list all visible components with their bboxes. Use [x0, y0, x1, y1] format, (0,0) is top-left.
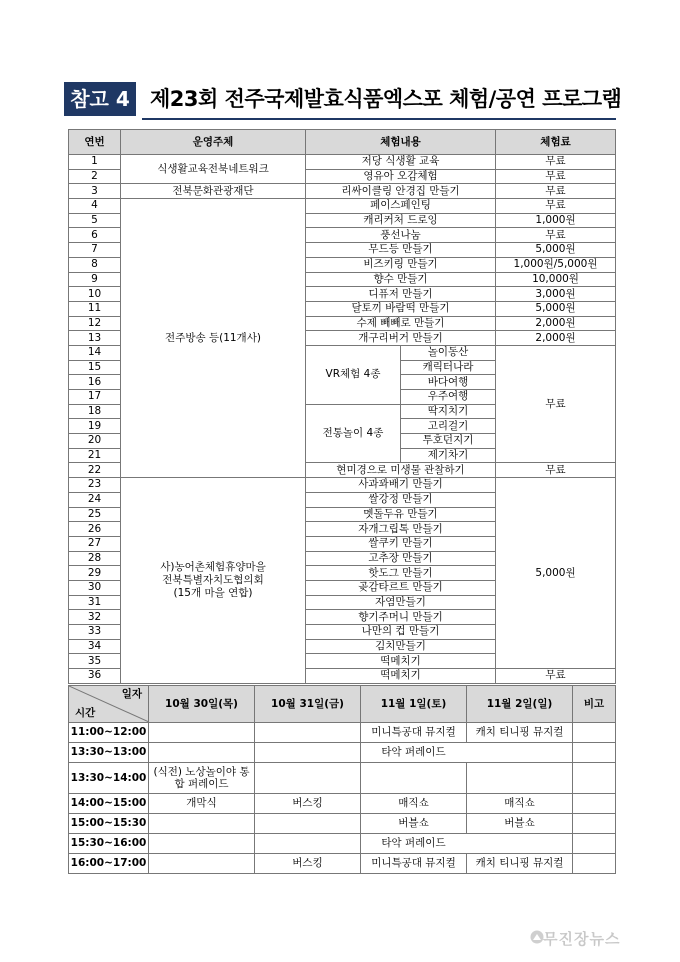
row-number: 25 [69, 507, 121, 522]
schedule-cell: 버스킹 [255, 854, 361, 874]
fee-cell: 무료 [496, 199, 616, 214]
time-cell: 16:00~17:00 [69, 854, 149, 874]
schedule-cell [255, 743, 361, 763]
schedule-row [69, 854, 616, 874]
row-number: 2 [69, 169, 121, 184]
program-table [68, 129, 616, 684]
row-number: 8 [69, 257, 121, 272]
row-number: 36 [69, 669, 121, 684]
content-cell: 투호던지기 [401, 434, 496, 449]
schedule-cell [255, 723, 361, 743]
fee-cell: 5,000원 [496, 478, 616, 669]
row-number: 19 [69, 419, 121, 434]
row-number: 16 [69, 375, 121, 390]
content-cell: 나만의 컵 만들기 [306, 625, 496, 640]
col-header-fee: 체험료 [496, 130, 616, 155]
content-cell: 저당 식생활 교육 [306, 155, 496, 170]
row-number: 26 [69, 522, 121, 537]
fee-cell: 1,000원/5,000원 [496, 257, 616, 272]
table-row [69, 478, 616, 493]
organizer-line: 전북특별자치도협의회 [162, 573, 264, 586]
schedule-cell [361, 834, 573, 854]
schedule-cell: 개막식 [149, 794, 255, 814]
schedule-cell: 매직쇼 [361, 794, 467, 814]
content-cell: 사과꽈배기 만들기 [306, 478, 496, 493]
content-cell: 쌀쿠키 만들기 [306, 536, 496, 551]
remarks-cell [573, 743, 616, 763]
content-cell: 영유아 오감체험 [306, 169, 496, 184]
fee-cell: 무료 [496, 345, 616, 463]
content-group-cell: VR체험 4종 [306, 345, 401, 404]
schedule-cell: 캐치 티니핑 뮤지컬 [467, 723, 573, 743]
content-cell: 멧돌두유 만들기 [306, 507, 496, 522]
table-row [69, 199, 616, 214]
col-header-number: 연번 [69, 130, 121, 155]
row-number: 11 [69, 301, 121, 316]
row-number: 27 [69, 536, 121, 551]
row-number: 4 [69, 199, 121, 214]
content-cell: 자염만들기 [306, 595, 496, 610]
table-row [69, 155, 616, 170]
content-cell: 캐릭터나라 [401, 360, 496, 375]
schedule-text: 타악 퍼레이드 [381, 746, 446, 758]
content-cell: 김치만들기 [306, 639, 496, 654]
row-number: 30 [69, 580, 121, 595]
schedule-cell: 캐치 티니핑 뮤지컬 [467, 854, 573, 874]
col-header-content: 체험내용 [306, 130, 496, 155]
section-header [64, 78, 622, 120]
time-cell: 14:00~15:00 [69, 794, 149, 814]
row-number: 6 [69, 228, 121, 243]
row-number: 22 [69, 463, 121, 478]
fee-cell: 무료 [496, 463, 616, 478]
fee-cell: 무료 [496, 169, 616, 184]
row-number: 1 [69, 155, 121, 170]
organizer-line: (15개 마을 연합) [173, 586, 253, 599]
schedule-cell [255, 814, 361, 834]
row-number: 32 [69, 610, 121, 625]
content-cell: 무드등 만들기 [306, 243, 496, 258]
fee-cell: 2,000원 [496, 331, 616, 346]
row-number: 33 [69, 625, 121, 640]
content-cell: 고추장 만들기 [306, 551, 496, 566]
watermark-icon [530, 930, 544, 944]
title-underline [142, 118, 616, 120]
content-cell: 풍선나눔 [306, 228, 496, 243]
content-cell: 향수 만들기 [306, 272, 496, 287]
schedule-row [69, 743, 616, 763]
fee-cell: 5,000원 [496, 243, 616, 258]
schedule-cell: 미니특공대 뮤지컬 [361, 723, 467, 743]
reference-tag: 참고 4 [64, 82, 136, 116]
content-cell: 쌀강정 만들기 [306, 492, 496, 507]
schedule-cell [361, 763, 467, 794]
row-number: 18 [69, 404, 121, 419]
row-number: 17 [69, 390, 121, 405]
schedule-row [69, 834, 616, 854]
row-number: 3 [69, 184, 121, 199]
row-number: 31 [69, 595, 121, 610]
schedule-row [69, 814, 616, 834]
remarks-cell [573, 794, 616, 814]
row-number: 9 [69, 272, 121, 287]
row-number: 12 [69, 316, 121, 331]
row-number: 21 [69, 448, 121, 463]
schedule-cell: 매직쇼 [467, 794, 573, 814]
fee-cell: 1,000원 [496, 213, 616, 228]
remarks-header: 비고 [573, 686, 616, 723]
content-cell: 핫도그 만들기 [306, 566, 496, 581]
row-number: 7 [69, 243, 121, 258]
row-number: 5 [69, 213, 121, 228]
organizer-cell: 전북문화관광재단 [121, 184, 306, 199]
col-header-organizer: 운영주체 [121, 130, 306, 155]
schedule-cell [149, 743, 255, 763]
day-header: 10월 30일(목) [149, 686, 255, 723]
remarks-cell [573, 814, 616, 834]
schedule-row [69, 763, 616, 794]
row-number: 23 [69, 478, 121, 493]
fee-cell: 무료 [496, 184, 616, 199]
schedule-cell [149, 834, 255, 854]
content-cell: 수제 빼빼로 만들기 [306, 316, 496, 331]
row-number: 10 [69, 287, 121, 302]
day-header: 10월 31일(금) [255, 686, 361, 723]
schedule-text: 타악 퍼레이드 [381, 837, 446, 849]
row-number: 15 [69, 360, 121, 375]
organizer-line: 사)농어촌체험휴양마을 [160, 560, 266, 573]
schedule-cell [255, 763, 361, 794]
content-cell: 놀이동산 [401, 345, 496, 360]
content-cell: 자개그립톡 만들기 [306, 522, 496, 537]
time-cell: 11:00~12:00 [69, 723, 149, 743]
organizer-cell [121, 478, 306, 684]
content-cell: 고리걸기 [401, 419, 496, 434]
corner-time-label: 시간 [75, 707, 96, 719]
time-cell: 15:00~15:30 [69, 814, 149, 834]
schedule-cell [149, 814, 255, 834]
content-cell: 캐리커처 드로잉 [306, 213, 496, 228]
content-cell: 떡메치기 [306, 669, 496, 684]
time-cell: 15:30~16:00 [69, 834, 149, 854]
fee-cell: 무료 [496, 155, 616, 170]
schedule-cell [149, 723, 255, 743]
fee-cell: 무료 [496, 669, 616, 684]
content-cell: 제기차기 [401, 448, 496, 463]
schedule-cell [255, 834, 361, 854]
schedule-row [69, 794, 616, 814]
content-cell: 향기주머니 만들기 [306, 610, 496, 625]
content-cell: 리싸이클링 안경집 만들기 [306, 184, 496, 199]
remarks-cell [573, 723, 616, 743]
schedule-cell [149, 854, 255, 874]
schedule-cell: (식전) 노상놀이야 통합 퍼레이드 [149, 763, 255, 794]
schedule-cell [467, 763, 573, 794]
fee-cell: 무료 [496, 228, 616, 243]
content-group-cell: 전통놀이 4종 [306, 404, 401, 463]
row-number: 34 [69, 639, 121, 654]
fee-cell: 2,000원 [496, 316, 616, 331]
row-number: 29 [69, 566, 121, 581]
time-cell: 13:30~13:00 [69, 743, 149, 763]
schedule-cell: 미니특공대 뮤지컬 [361, 854, 467, 874]
content-cell: 우주여행 [401, 390, 496, 405]
content-cell: 개구리버거 만들기 [306, 331, 496, 346]
row-number: 14 [69, 345, 121, 360]
content-cell: 비즈키링 만들기 [306, 257, 496, 272]
organizer-cell: 전주방송 등(11개사) [121, 199, 306, 478]
remarks-cell [573, 854, 616, 874]
watermark: 무진장뉴스 [543, 930, 621, 948]
content-cell: 떡메치기 [306, 654, 496, 669]
schedule-cell: 버블쇼 [467, 814, 573, 834]
fee-cell: 5,000원 [496, 301, 616, 316]
time-cell: 13:30~14:00 [69, 763, 149, 794]
schedule-cell [361, 743, 573, 763]
row-number: 35 [69, 654, 121, 669]
schedule-cell: 버스킹 [255, 794, 361, 814]
row-number: 24 [69, 492, 121, 507]
content-cell: 달토끼 바람떡 만들기 [306, 301, 496, 316]
schedule-table [68, 685, 616, 874]
schedule-row [69, 723, 616, 743]
row-number: 20 [69, 434, 121, 449]
corner-header [69, 686, 149, 723]
remarks-cell [573, 763, 616, 794]
remarks-cell [573, 834, 616, 854]
day-header: 11월 1일(토) [361, 686, 467, 723]
content-cell: 곶감타르트 만들기 [306, 580, 496, 595]
schedule-header-row [69, 686, 616, 723]
content-cell: 바다여행 [401, 375, 496, 390]
organizer-cell: 식생활교육전북네트워크 [121, 155, 306, 184]
schedule-cell: 버블쇼 [361, 814, 467, 834]
content-cell: 딱지치기 [401, 404, 496, 419]
corner-date-label: 일자 [121, 688, 142, 700]
row-number: 28 [69, 551, 121, 566]
table-row [69, 184, 616, 199]
content-cell: 페이스페인팅 [306, 199, 496, 214]
fee-cell: 10,000원 [496, 272, 616, 287]
table-header-row [69, 130, 616, 155]
page-title: 제23회 전주국제발효식품엑스포 체험/공연 프로그램 [150, 87, 622, 111]
content-cell: 디퓨저 만들기 [306, 287, 496, 302]
day-header: 11월 2일(일) [467, 686, 573, 723]
content-cell: 현미경으로 미생물 관찰하기 [306, 463, 496, 478]
row-number: 13 [69, 331, 121, 346]
fee-cell: 3,000원 [496, 287, 616, 302]
